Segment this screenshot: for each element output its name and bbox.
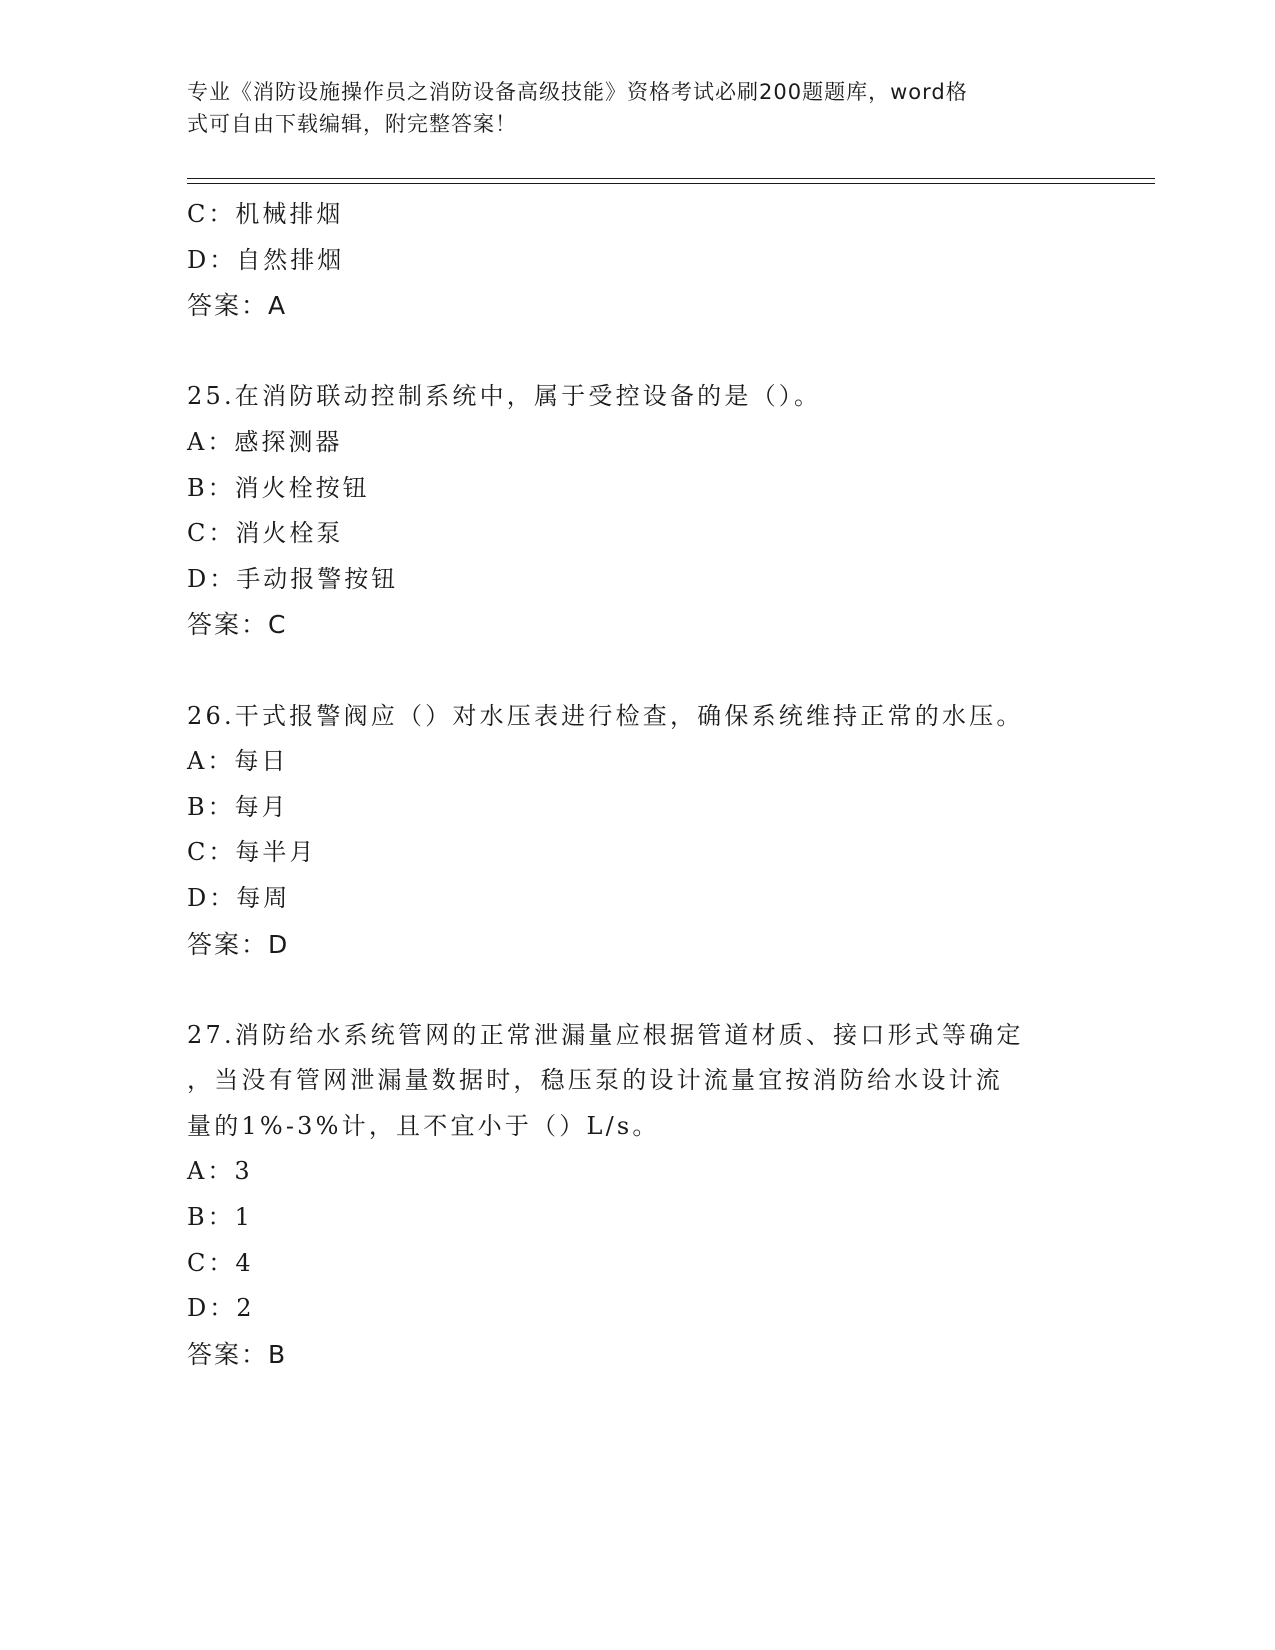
question-stem: 26.干式报警阀应（）对水压表进行检查，确保系统维持正常的水压。 [187, 701, 1024, 730]
option-text: 3 [234, 1157, 253, 1186]
answer-line: 答案：A [187, 291, 288, 321]
header-line-1: 专业《消防设施操作员之消防设备高级技能》资格考试必刷200题题库，word格 [187, 80, 968, 104]
option-text: 每半月 [235, 838, 317, 867]
option-text: 手动报警按钮 [236, 564, 399, 593]
option-text: 每月 [234, 792, 289, 821]
option-a [187, 1149, 1087, 1195]
option-label: A： [187, 427, 235, 456]
option-label: B： [187, 1203, 235, 1232]
answer-line: 答案：B [187, 1339, 288, 1369]
option-b [187, 466, 1087, 512]
question-stem: 25.在消防联动控制系统中，属于受控设备的是（）。 [187, 382, 822, 411]
question-25 [187, 374, 1087, 648]
option-b [187, 1195, 1087, 1241]
option-text: 自然排烟 [236, 245, 345, 274]
option-text: 消火栓按钮 [234, 473, 370, 502]
option-text: 每日 [234, 747, 289, 776]
header-divider-bottom [187, 183, 1155, 184]
option-text: 机械排烟 [235, 200, 344, 228]
option-a [187, 739, 1087, 785]
previous-question [187, 192, 1087, 329]
option-label: D： [187, 564, 237, 593]
spacer [187, 329, 1087, 375]
option-label: C： [187, 519, 236, 548]
option-b [187, 785, 1087, 831]
option-d [187, 557, 1087, 603]
option-label: C： [187, 1248, 236, 1277]
option-label: C： [187, 838, 236, 867]
option-text: 每周 [236, 883, 291, 912]
question-stem-line-3: 量的1%-3%计，且不宜小于（）L/s。 [187, 1111, 660, 1140]
option-text: 4 [235, 1248, 254, 1277]
document-body [187, 192, 1087, 1377]
option-a [187, 420, 1087, 466]
option-label: D： [187, 245, 237, 274]
spacer [187, 967, 1087, 1013]
option-d [187, 1286, 1087, 1332]
question-stem-line-2: ，当没有管网泄漏量数据时，稳压泵的设计流量宜按消防给水设计流 [187, 1066, 1003, 1095]
question-26 [187, 694, 1087, 968]
answer-line: 答案：D [187, 929, 290, 959]
question-27 [187, 1013, 1087, 1378]
option-label: A： [187, 1157, 235, 1186]
option-text: 感探测器 [234, 427, 343, 456]
option-label: B： [187, 792, 235, 821]
option-c [187, 1241, 1087, 1287]
header-line-2: 式可自由下载编辑，附完整答案！ [187, 112, 517, 136]
question-stem-line-1: 27.消防给水系统管网的正常泄漏量应根据管道材质、接口形式等确定 [187, 1020, 1024, 1049]
spacer [187, 648, 1087, 694]
answer-line: 答案：C [187, 610, 288, 640]
option-c [187, 830, 1087, 876]
option-d [187, 238, 1087, 284]
document-header [187, 76, 1067, 140]
option-label: B： [187, 473, 235, 502]
option-text: 2 [236, 1294, 255, 1323]
option-c [187, 511, 1087, 557]
option-label: D： [187, 1294, 237, 1323]
header-divider-top [187, 178, 1155, 179]
option-label: C： [187, 200, 236, 228]
option-label: D： [187, 883, 237, 912]
option-d [187, 876, 1087, 922]
option-text: 消火栓泵 [235, 519, 344, 548]
option-label: A： [187, 747, 235, 776]
option-text: 1 [234, 1203, 253, 1232]
option-c [187, 192, 1087, 238]
